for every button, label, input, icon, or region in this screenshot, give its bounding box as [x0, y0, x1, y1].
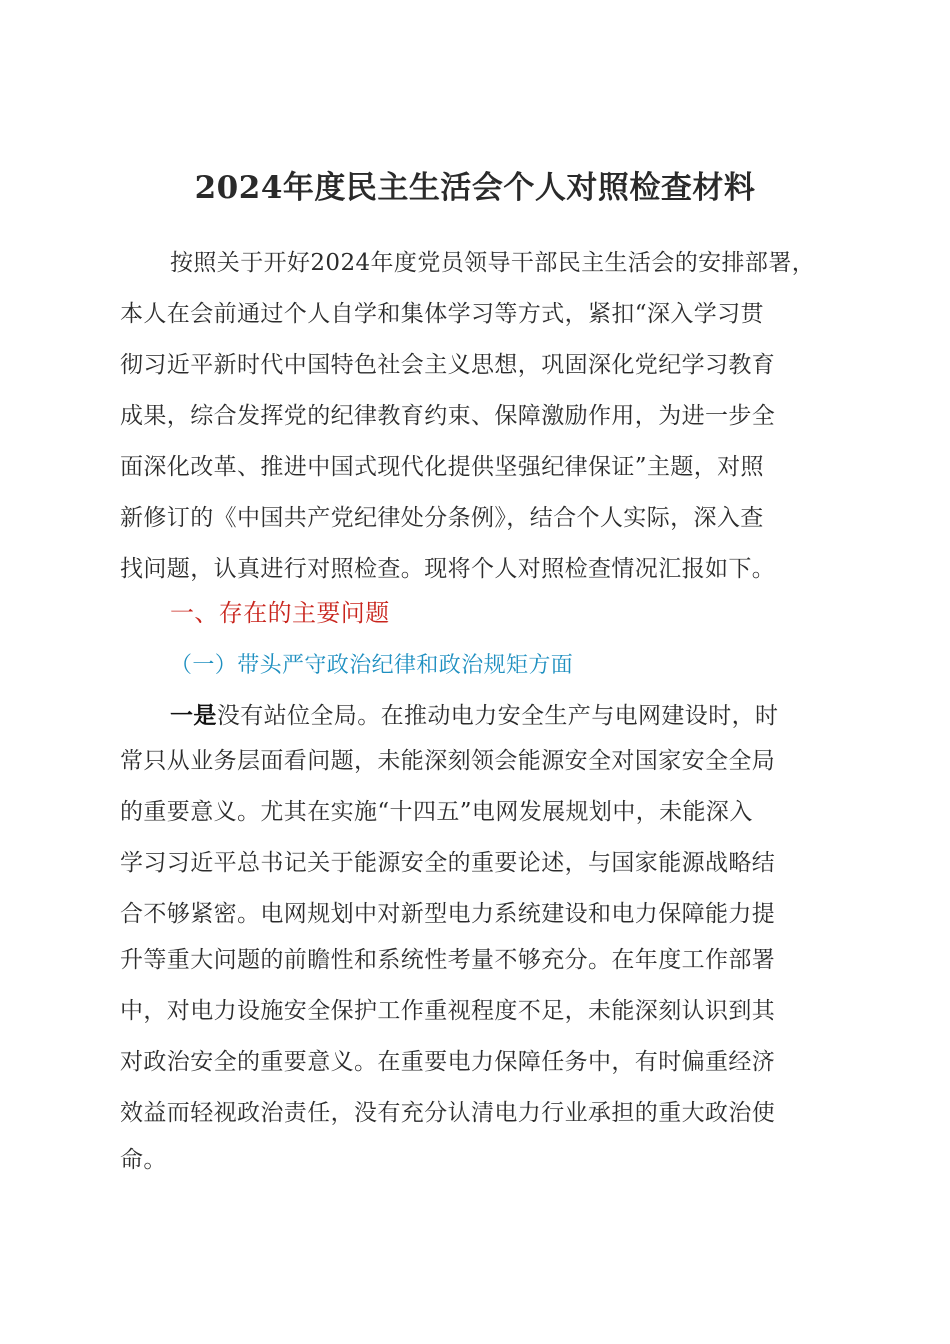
document-title: 2024年度民主生活会个人对照检查材料: [194, 170, 756, 206]
subsection-heading: （一）带头严守政治纪律和政治规矩方面: [170, 653, 574, 678]
point-line: 对政治安全的重要意义。在重要电力保障任务中，有时偏重经济: [120, 1049, 776, 1075]
point-line: 学习习近平总书记关于能源安全的重要论述，与国家能源战略结: [120, 850, 776, 876]
point-line: 合不够紧密。电网规划中对新型电力系统建设和电力保障能力提: [120, 901, 776, 927]
intro-line: 本人在会前通过个人自学和集体学习等方式，紧扣“深入学习贯: [120, 301, 764, 327]
intro-line: 新修订的《中国共产党纪律处分条例》，结合个人实际，深入查: [120, 505, 764, 531]
point-line: 没有站位全局。在推动电力安全生产与电网建设时，时: [216, 703, 779, 729]
point-line: 升等重大问题的前瞻性和系统性考量不够充分。在年度工作部署: [120, 947, 776, 973]
point-line: 效益而轻视政治责任，没有充分认清电力行业承担的重大政治使: [120, 1100, 776, 1126]
intro-line: 成果，综合发挥党的纪律教育约束、保障激励作用，为进一步全: [120, 403, 776, 429]
intro-line: 面深化改革、推进中国式现代化提供坚强纪律保证”主题，对照: [120, 454, 764, 480]
point-line: 中，对电力设施安全保护工作重视程度不足，未能深刻认识到其: [120, 998, 776, 1024]
point-line: 的重要意义。尤其在实施“十四五”电网发展规划中，未能深入: [120, 799, 753, 825]
section-heading: 一、存在的主要问题: [170, 599, 390, 627]
point-first-line: [170, 700, 778, 732]
intro-line: 按照关于开好2024年度党员领导干部民主生活会的安排部署，: [170, 250, 816, 276]
point-line: 命。: [120, 1147, 167, 1173]
point-line: 常只从业务层面看问题，未能深刻领会能源安全对国家安全全局: [120, 748, 776, 774]
point-lead: 一是: [170, 703, 217, 729]
intro-line: 彻习近平新时代中国特色社会主义思想，巩固深化党纪学习教育: [120, 352, 776, 378]
intro-line: 找问题，认真进行对照检查。现将个人对照检查情况汇报如下。: [120, 556, 776, 582]
